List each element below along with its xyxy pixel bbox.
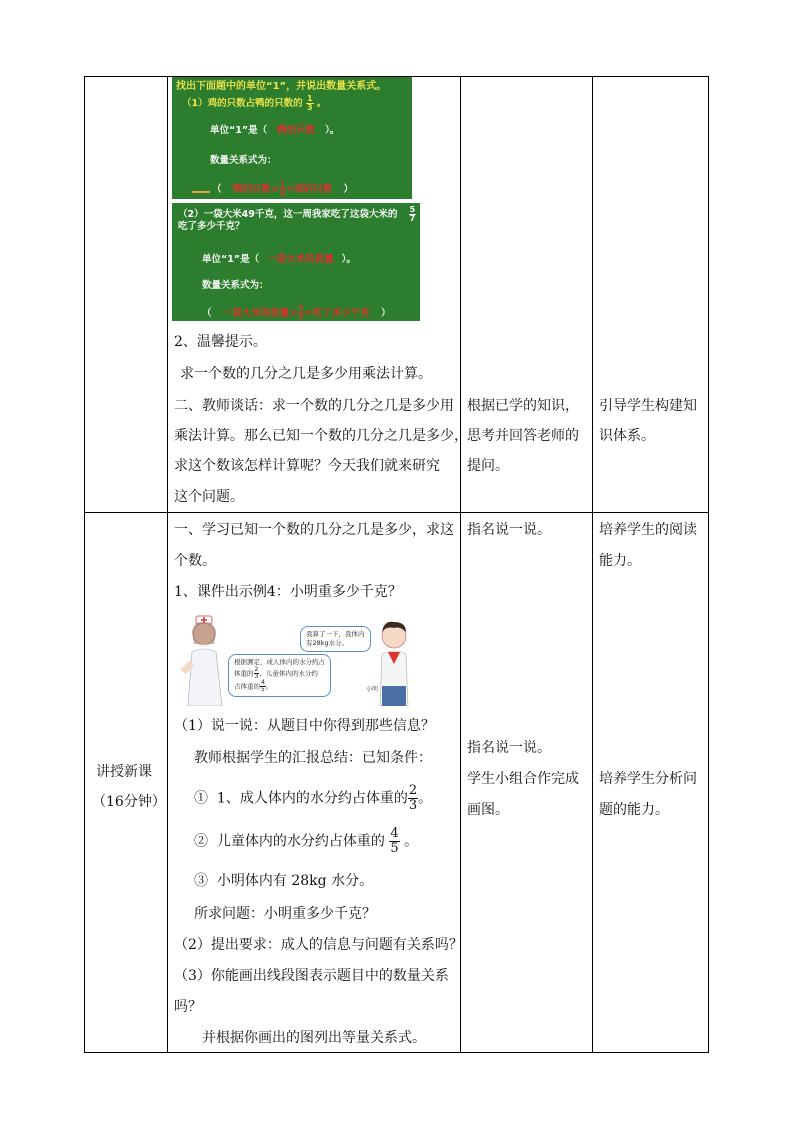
row2-student-a: 指名说一说。 bbox=[467, 522, 551, 538]
condition-3: ③ 小明体内有 28kg 水分。 bbox=[194, 873, 374, 889]
teacher-talk-line1: 二、教师谈话：求一个数的几分之几是多少用 bbox=[174, 398, 454, 414]
col-divider-2 bbox=[460, 76, 461, 1053]
new-lesson-heading-line1: 一、学习已知一个数的几分之几是多少，求这 bbox=[174, 522, 454, 538]
row2-student-b-line1: 指名说一说。 bbox=[467, 740, 551, 756]
example-illustration bbox=[176, 612, 420, 706]
slide1-question: （1）鸡的只数占鸭的只数的 $\frac{1}{3}$ 。 bbox=[182, 94, 327, 112]
row2-student-b-line3: 画图。 bbox=[467, 802, 509, 818]
tip-text: 求一个数的几分之几是多少用乘法计算。 bbox=[180, 366, 432, 382]
boy-name-label: 小明 bbox=[366, 686, 379, 693]
slide-image-2 bbox=[172, 203, 420, 321]
row2-purpose-a-line2: 能力。 bbox=[599, 553, 641, 569]
slide-image-1 bbox=[172, 77, 412, 199]
slide2-relation: （ 一袋大米的质量× $\frac{5}{7}$ =吃了多少千克 ） bbox=[202, 304, 391, 322]
slide1-title: 找出下面题中的单位“1”，并说出数量关系式。 bbox=[176, 81, 387, 92]
teacher-talk-line2: 乘法计算。那么已知一个数的几分之几是多少， bbox=[174, 428, 468, 444]
question-1: （1）说一说：从题目中你得到那些信息？ bbox=[174, 718, 435, 734]
row2-purpose-b-line2: 题的能力。 bbox=[599, 802, 669, 818]
row1-purpose-line1: 引导学生构建知 bbox=[599, 398, 697, 414]
teacher-talk-line3: 求这个数该怎样计算呢？今天我们就来研究 bbox=[174, 458, 440, 474]
slide1-relation-label: 数量关系式为： bbox=[210, 155, 277, 166]
section-label: 讲授新课 bbox=[96, 764, 152, 780]
tip-heading: 2、温馨提示。 bbox=[174, 334, 267, 350]
question-asked: 所求问题：小明重多少千克？ bbox=[194, 906, 376, 922]
teacher-talk-line4: 这个问题。 bbox=[174, 489, 244, 505]
slide2-question-line2: 吃了多少千克？ bbox=[178, 221, 245, 232]
new-lesson-heading-line2: 个数。 bbox=[174, 553, 216, 569]
question-3-line3: 并根据你画出的图列出等量关系式。 bbox=[202, 1030, 426, 1046]
condition-1: ① 1、成人体内的水分约占体重的 $\frac{2}{3}$ 。 bbox=[194, 783, 433, 813]
boy-figure bbox=[372, 612, 416, 706]
example-title: 1、课件出示例4：小明重多少千克？ bbox=[174, 584, 402, 600]
question-3-line1: （3）你能画出线段图表示题目中的数量关系 bbox=[174, 968, 449, 984]
row2-purpose-b-line1: 培养学生分析问 bbox=[599, 771, 697, 787]
slide2-unit: 单位“1”是（ 一袋大米的质量 ）。 bbox=[202, 254, 356, 265]
section-duration: （16分钟） bbox=[92, 794, 166, 810]
condition-2: ② 儿童体内的水分约占体重的 $\frac{4}{5}$ 。 bbox=[194, 826, 419, 856]
col-divider-3 bbox=[592, 76, 593, 1053]
question-2: （2）提出要求：成人的信息与问题有关系吗？ bbox=[174, 937, 463, 953]
slide1-relation: （ 鸭的只数× $\frac{1}{3}$ =鸡的只数 ） bbox=[212, 180, 354, 198]
row1-student-line2: 思考并回答老师的 bbox=[467, 428, 579, 444]
row1-purpose-line2: 识体系。 bbox=[599, 428, 655, 444]
row1-student-line1: 根据已学的知识， bbox=[467, 398, 579, 414]
question-3-line2: 吗？ bbox=[174, 999, 202, 1015]
nurse-speech-bubble: 根据测定，成人体内的水分约占 体重的 $\frac{2}{3}$ ，儿童体内的水分约 占体重的 $\frac{4}{5}$ 。 bbox=[228, 654, 331, 697]
nurse-figure bbox=[176, 612, 236, 706]
row2-student-b-line2: 学生小组合作完成 bbox=[467, 771, 579, 787]
slide2-question: （2）一袋大米49千克，这一周我家吃了这袋大米的 $\frac{5}{7}$ bbox=[178, 205, 416, 223]
slide1-unit: 单位“1”是（ 鸭的只数 ）。 bbox=[210, 125, 340, 136]
boy-speech-bubble: 我算了一下，我体内 有28kg水分。 bbox=[300, 626, 371, 652]
teacher-summary: 教师根据学生的汇报总结：已知条件： bbox=[194, 750, 432, 766]
slide1-underline bbox=[192, 191, 210, 193]
col-divider-1 bbox=[167, 76, 168, 1053]
row-divider bbox=[84, 512, 709, 513]
row1-student-line3: 提问。 bbox=[467, 458, 509, 474]
slide2-relation-label: 数量关系式为： bbox=[202, 280, 269, 291]
row2-purpose-a-line1: 培养学生的阅读 bbox=[599, 522, 697, 538]
